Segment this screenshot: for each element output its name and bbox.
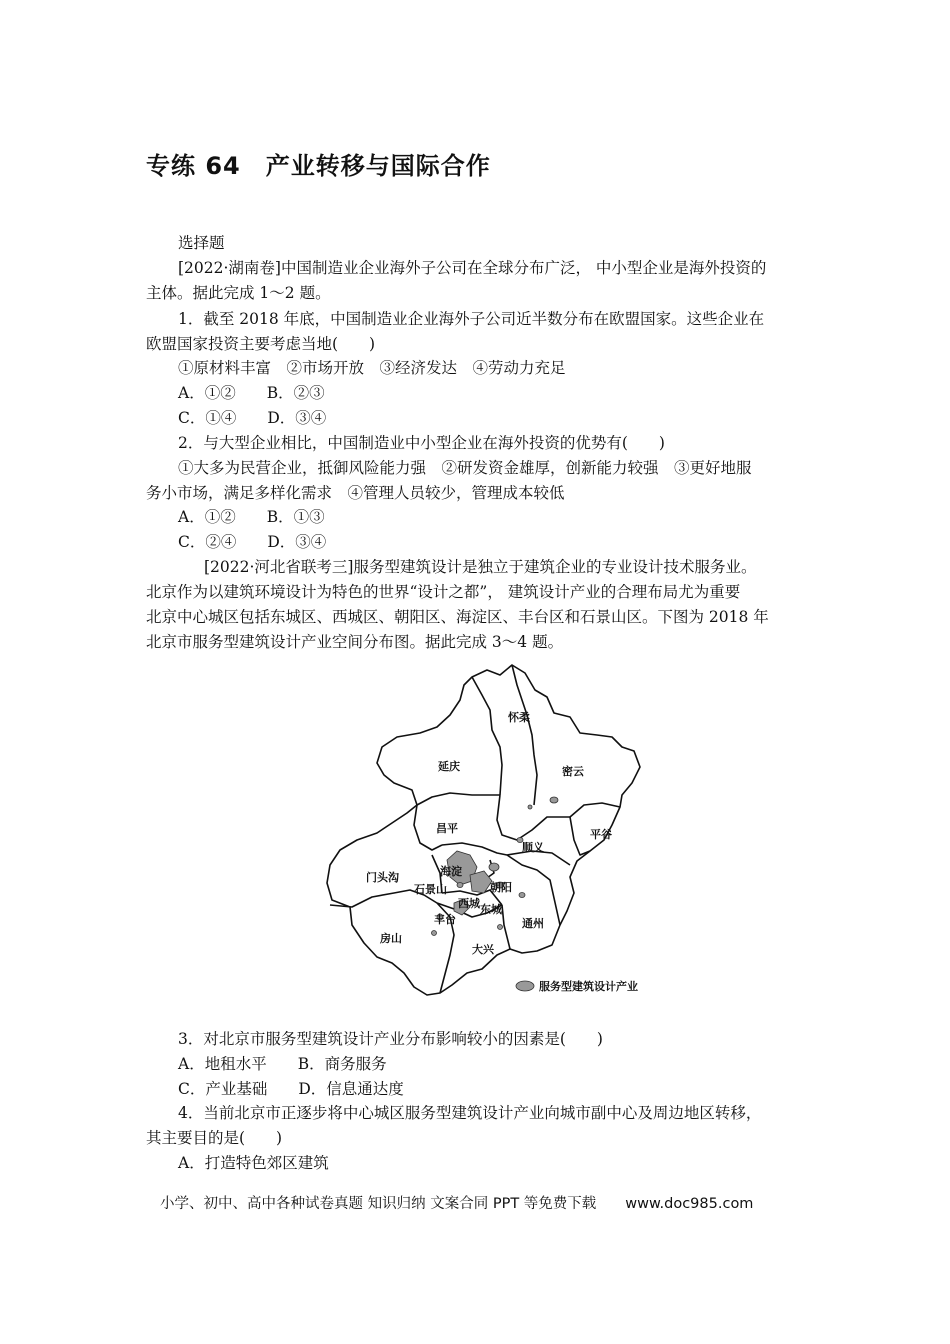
q3-stem: 3．对北京市服务型建筑设计产业分布影响较小的因素是( ) bbox=[178, 1030, 603, 1048]
border-shunyi-south bbox=[570, 817, 590, 855]
group1-source: [2022·湖南卷]中国制造业企业海外子公司在全球分布广泛， 中小型企业是海外投资的 bbox=[178, 259, 767, 277]
q1-stem-cont: 欧盟国家投资主要考虑当地( ) bbox=[146, 335, 376, 353]
industry-cluster-fangshan bbox=[432, 931, 437, 936]
q2-statements: ①大多为民营企业，抵御风险能力强 ②研发资金雄厚，创新能力较强 ③更好地服 bbox=[178, 459, 752, 477]
q4-option-a: A．打造特色郊区建筑 bbox=[178, 1154, 329, 1172]
group2-line3: 北京中心城区包括东城区、西城区、朝阳区、海淀区、丰台区和石景山区。下图为 2018 年 bbox=[146, 608, 769, 626]
group2-source: [2022·河北省联考三]服务型建筑设计是独立于建筑企业的专业设计技术服务业。 bbox=[204, 558, 757, 576]
q2-options-ab: A．①② B．①③ bbox=[178, 508, 325, 526]
border-yanqing-huairou bbox=[472, 677, 502, 795]
industry-cluster-chaoyang bbox=[489, 863, 499, 871]
industry-cluster-yanqing bbox=[528, 805, 532, 809]
district-label-xicheng: 西城 bbox=[458, 897, 480, 910]
q1-options-ab: A．①② B．②③ bbox=[178, 384, 325, 402]
page-footer: 小学、初中、高中各种试卷真题 知识归纳 文案合同 PPT 等免费下载 www.doc985.com bbox=[160, 1196, 754, 1212]
q1-stem: 1．截至 2018 年底，中国制造业企业海外子公司近半数分布在欧盟国家。这些企业在 bbox=[178, 310, 765, 328]
legend-label: 服务型建筑设计产业 bbox=[539, 980, 638, 993]
district-label-pinggu: 平谷 bbox=[590, 828, 612, 841]
border-daxing-tongzhou bbox=[502, 905, 510, 949]
legend-swatch bbox=[516, 981, 534, 991]
district-label-shunyi: 顺义 bbox=[522, 841, 544, 854]
q2-options-cd: C．②④ D．③④ bbox=[178, 533, 327, 551]
q4-stem-cont: 其主要目的是( ) bbox=[146, 1129, 283, 1147]
q2-statements-cont: 务小市场，满足多样化需求 ④管理人员较少，管理成本较低 bbox=[146, 484, 565, 502]
district-label-miyun: 密云 bbox=[562, 765, 584, 778]
district-label-chaoyang: 朝阳 bbox=[490, 881, 512, 894]
border-changping-shunyi bbox=[497, 795, 570, 840]
border-yanqing-changping bbox=[417, 793, 500, 805]
border-miyun-pinggu bbox=[570, 803, 620, 817]
group1-source-cont: 主体。据此完成 1～2 题。 bbox=[146, 284, 331, 302]
district-label-mentougou: 门头沟 bbox=[366, 871, 399, 884]
page-title: 专练 64 产业转移与国际合作 bbox=[146, 152, 491, 180]
district-label-haidian: 海淀 bbox=[440, 865, 462, 878]
q1-options-cd: C．①④ D．③④ bbox=[178, 409, 327, 427]
q1-statements: ①原材料丰富 ②市场开放 ③经济发达 ④劳动力充足 bbox=[178, 359, 566, 377]
industry-cluster-northwest bbox=[457, 883, 463, 888]
district-label-tongzhou: 通州 bbox=[522, 917, 544, 930]
district-label-fangshan: 房山 bbox=[380, 932, 402, 945]
map-svg bbox=[322, 655, 667, 1000]
q2-stem: 2．与大型企业相比，中国制造业中小型企业在海外投资的优势有( ) bbox=[178, 434, 665, 452]
district-label-fengtai: 丰台 bbox=[434, 913, 456, 926]
industry-cluster-tongzhou bbox=[519, 893, 525, 898]
q3-options-ab: A．地租水平 B．商务服务 bbox=[178, 1055, 387, 1073]
industry-cluster-miyun bbox=[550, 797, 558, 803]
district-label-daxing: 大兴 bbox=[472, 943, 494, 956]
border-chaoyang-tongzhou bbox=[507, 855, 560, 925]
beijing-district-map bbox=[322, 655, 667, 1000]
section-heading: 选择题 bbox=[178, 234, 225, 252]
industry-cluster-daxing-south bbox=[498, 925, 503, 930]
q4-stem: 4．当前北京市正逐步将中心城区服务型建筑设计产业向城市副中心及周边地区转移， bbox=[178, 1104, 762, 1122]
district-label-changping: 昌平 bbox=[436, 822, 458, 835]
group2-line2: 北京作为以建筑环境设计为特色的世界“设计之都”， 建筑设计产业的合理布局尤为重要 bbox=[146, 583, 741, 601]
border-changping-haidian bbox=[442, 843, 507, 855]
district-label-shijingshan: 石景山 bbox=[414, 883, 447, 896]
district-label-yanqing: 延庆 bbox=[438, 760, 460, 773]
district-label-huairou: 怀柔 bbox=[508, 711, 530, 724]
group2-line4: 北京市服务型建筑设计产业空间分布图。据此完成 3～4 题。 bbox=[146, 633, 564, 651]
q3-options-cd: C．产业基础 D．信息通达度 bbox=[178, 1080, 404, 1098]
district-label-dongcheng: 东城 bbox=[480, 903, 502, 916]
